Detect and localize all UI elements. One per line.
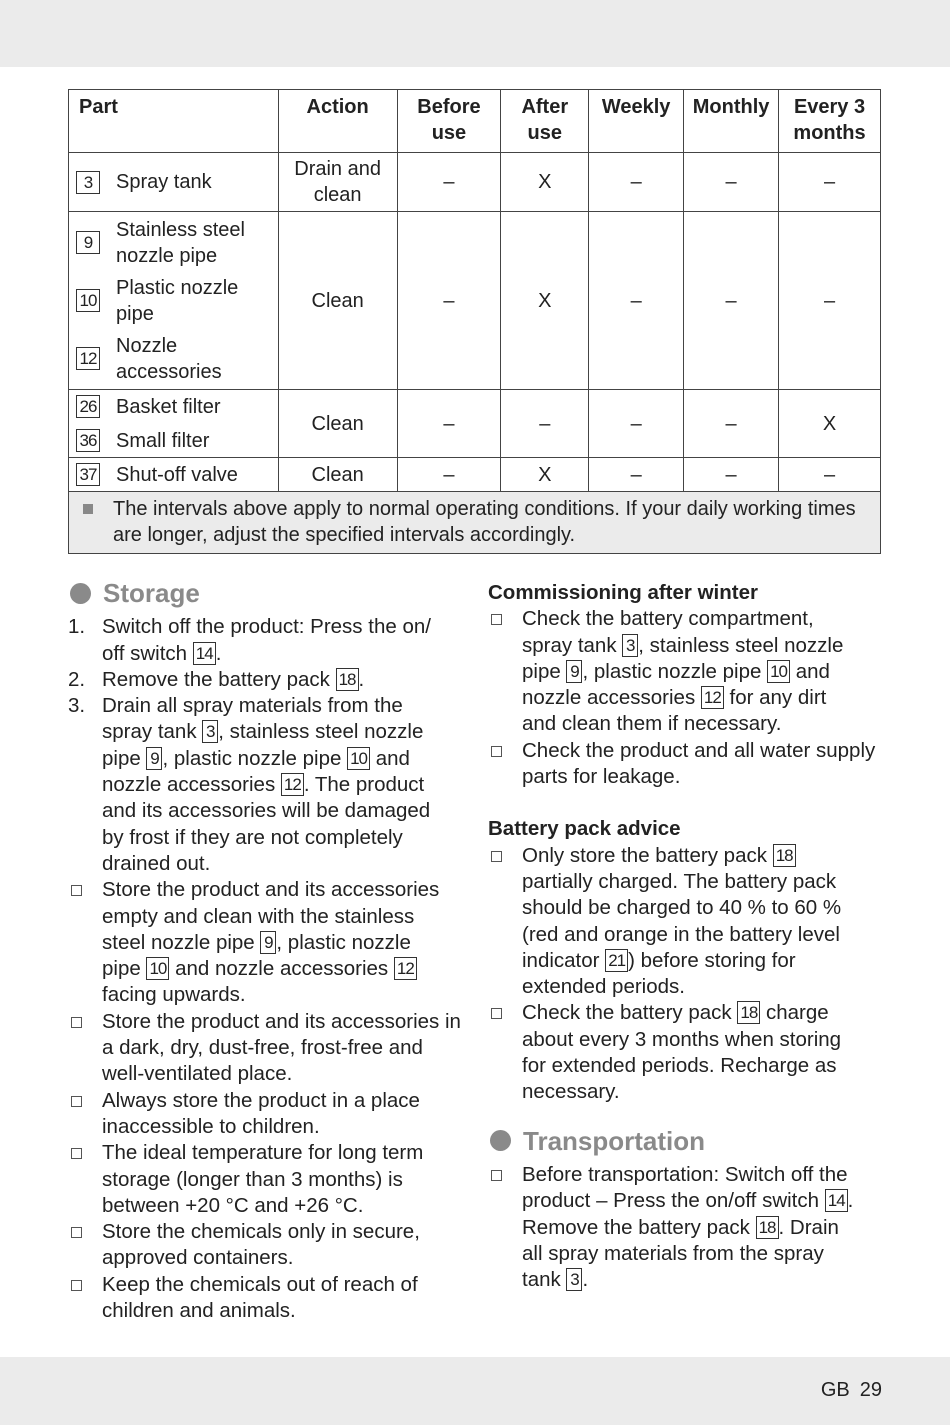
ref-number: 12 — [394, 957, 417, 980]
table-note: The intervals above apply to normal operating conditions. If your daily working times are longer, adjust the specified intervals accordingly. — [113, 498, 856, 546]
before-use-cell: – — [397, 458, 501, 492]
part-number: 10 — [76, 289, 100, 312]
bottom-band — [0, 1357, 950, 1425]
list-item: Before transportation: Switch off the product – Press the on/off switch 14 . Remove the battery pack 18 . Drain all spray materials from the spray tank 3 . — [488, 1162, 883, 1293]
weekly-cell: – — [589, 212, 684, 390]
transportation-heading: Transportation — [488, 1128, 883, 1154]
ref-number: 9 — [260, 931, 276, 954]
checkbox-bullet-icon — [491, 1008, 502, 1019]
ref-number: 10 — [146, 957, 169, 980]
every-3-months-cell: – — [779, 212, 881, 390]
action-cell: Clean — [278, 390, 397, 458]
maintenance-table — [68, 89, 881, 554]
every-3-months-cell: – — [779, 458, 881, 492]
ref-number: 9 — [566, 660, 582, 683]
after-use-cell: – — [501, 390, 589, 458]
table-row — [69, 390, 881, 458]
after-use-cell: X — [501, 212, 589, 390]
ref-number: 21 — [605, 949, 628, 972]
table-row — [69, 212, 881, 390]
part-number: 9 — [76, 231, 100, 254]
ref-number: 3 — [622, 634, 638, 657]
list-item: Keep the chemicals out of reach of children and animals. — [68, 1272, 468, 1325]
ref-number: 18 — [336, 668, 359, 691]
page-footer — [821, 1379, 882, 1402]
list-item: Store the product and its accessories empty and clean with the stainless steel nozzle pipe 9 , plastic nozzle pipe 10 and nozzle accessories 12 facing upwards. — [68, 877, 468, 1008]
before-use-cell: – — [397, 212, 501, 390]
list-item: Check the product and all water supply parts for leakage. — [488, 738, 883, 791]
checkbox-bullet-icon — [71, 885, 82, 896]
checkbox-bullet-icon — [71, 1280, 82, 1291]
page-number: 29 — [859, 1379, 882, 1401]
section-bullet-icon — [490, 1130, 511, 1151]
commissioning-heading: Commissioning after winter — [488, 581, 758, 604]
after-use-cell: X — [501, 153, 589, 212]
section-bullet-icon — [70, 583, 91, 604]
action-cell: Clean — [278, 212, 397, 390]
col-header-after-use: After use — [501, 90, 589, 153]
table-note-row — [69, 492, 881, 554]
part-number: 3 — [76, 171, 100, 194]
table-header-row — [69, 90, 881, 153]
checkbox-bullet-icon — [71, 1096, 82, 1107]
list-item: Store the chemicals only in secure, approved containers. — [68, 1219, 468, 1272]
ref-number: 12 — [281, 773, 304, 796]
list-item: Check the battery compartment, spray tank 3 , stainless steel nozzle pipe 9 , plastic nozzle pipe 10 and nozzle accessories 12 for any dirt and clean them if necessary. — [488, 606, 883, 737]
part-cell — [69, 153, 279, 212]
ref-number: 18 — [756, 1216, 779, 1239]
right-column — [488, 580, 883, 1293]
list-item: Store the product and its accessories in a dark, dry, dust-free, frost-free and well-ventilated place. — [68, 1009, 468, 1088]
checkbox-bullet-icon — [491, 614, 502, 625]
ref-number: 3 — [202, 720, 218, 743]
battery-advice-heading: Battery pack advice — [488, 817, 681, 841]
ref-number: 14 — [193, 642, 216, 665]
monthly-cell: – — [684, 212, 779, 390]
every-3-months-cell: X — [779, 390, 881, 458]
list-item: The ideal temperature for long term storage (longer than 3 months) is between +20 °C and +26 °C. — [68, 1140, 468, 1219]
before-use-cell: – — [397, 390, 501, 458]
language-code: GB — [820, 1379, 850, 1401]
col-header-part: Part — [69, 90, 279, 153]
part-number: 37 — [76, 463, 100, 486]
part-cell: 9 Stainless steel nozzle pipe 10 Plastic nozzle pipe 12 Nozzle accessories — [69, 212, 279, 390]
part-name: Basket filter — [116, 395, 221, 418]
monthly-cell: – — [684, 458, 779, 492]
weekly-cell: – — [589, 390, 684, 458]
ref-number: 18 — [737, 1001, 760, 1024]
ref-number: 12 — [701, 686, 724, 709]
ref-number: 10 — [767, 660, 790, 683]
part-name: Spray tank — [116, 171, 212, 193]
list-item: 1. Switch off the product: Press the on/ off switch 14 . — [68, 615, 431, 665]
ref-number: 18 — [773, 844, 796, 867]
list-item: 3. Drain all spray materials from the spray tank 3 , stainless steel nozzle pipe 9 , plastic nozzle pipe 10 and nozzle accessories 12 . The product and its accessories will be damaged by frost if they are not completely drained out. — [68, 694, 431, 875]
list-item: Check the battery pack 18 charge about every 3 months when storing for extended periods. Recharge as necessary. — [488, 1000, 883, 1105]
checkbox-bullet-icon — [71, 1227, 82, 1238]
table-row — [69, 458, 881, 492]
ref-number: 3 — [566, 1268, 582, 1291]
part-name: Small filter — [116, 429, 210, 452]
every-3-months-cell: – — [779, 153, 881, 212]
col-header-weekly: Weekly — [589, 90, 684, 153]
storage-heading: Storage — [68, 580, 468, 606]
col-header-before-use: Before use — [397, 90, 501, 153]
part-cell — [69, 458, 279, 492]
checkbox-bullet-icon — [71, 1017, 82, 1028]
col-header-every-3-months: Every 3 months — [779, 90, 881, 153]
weekly-cell: – — [589, 153, 684, 212]
left-column — [68, 580, 468, 1324]
table-row — [69, 153, 881, 212]
after-use-cell: X — [501, 458, 589, 492]
part-number: 12 — [76, 347, 100, 370]
part-name: Shut-off valve — [116, 463, 238, 486]
checkbox-bullet-icon — [491, 1170, 502, 1181]
part-cell — [69, 390, 279, 458]
list-item: 2. Remove the battery pack 18 . — [68, 667, 365, 691]
part-number: 36 — [76, 429, 100, 452]
square-bullet-icon — [83, 504, 93, 514]
col-header-action: Action — [278, 90, 397, 153]
weekly-cell: – — [589, 458, 684, 492]
ref-number: 10 — [347, 747, 370, 770]
monthly-cell: – — [684, 153, 779, 212]
col-header-monthly: Monthly — [684, 90, 779, 153]
action-cell: Drain and clean — [278, 153, 397, 212]
monthly-cell: – — [684, 390, 779, 458]
before-use-cell: – — [397, 153, 501, 212]
ref-number: 14 — [825, 1189, 848, 1212]
checkbox-bullet-icon — [491, 851, 502, 862]
ref-number: 9 — [146, 747, 162, 770]
list-item: Only store the battery pack 18 partially charged. The battery pack should be charged to 40 % to 60 % (red and orange in the battery level indicator 21 ) before storing for extended periods. — [488, 843, 883, 1001]
list-item: Always store the product in a place inaccessible to children. — [68, 1088, 468, 1141]
checkbox-bullet-icon — [491, 746, 502, 757]
part-number: 26 — [76, 395, 100, 418]
top-band — [0, 0, 950, 67]
checkbox-bullet-icon — [71, 1148, 82, 1159]
action-cell: Clean — [278, 458, 397, 492]
